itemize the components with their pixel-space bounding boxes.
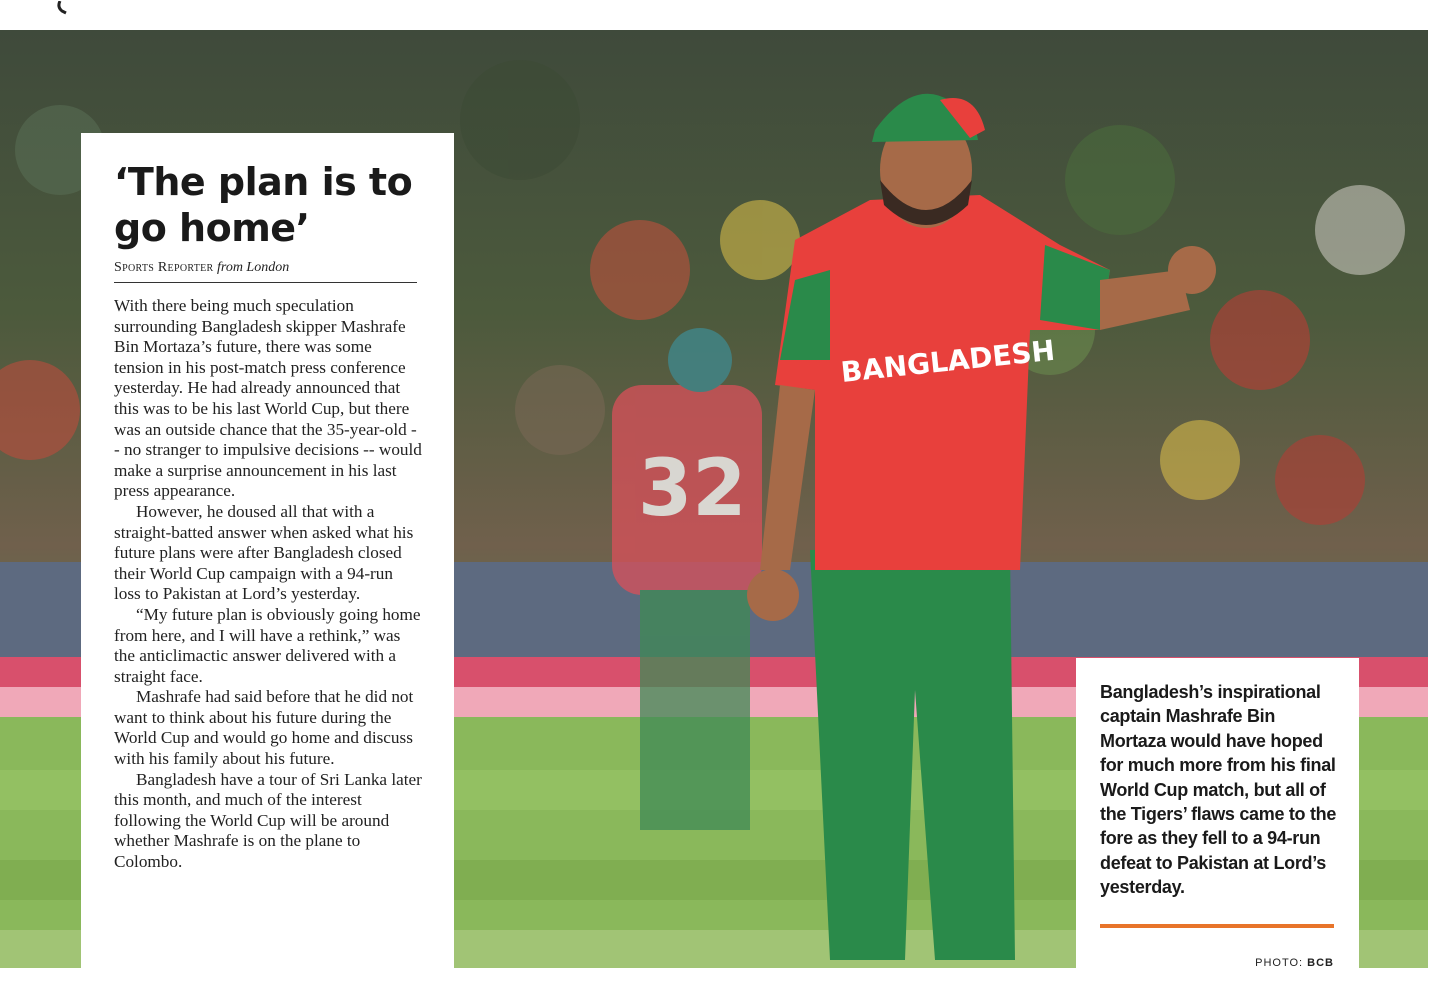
- paragraph: Mashrafe had said before that he did not want to think about his future during the World Cup and would go home and discuss with his family about his future.: [114, 687, 414, 769]
- paragraph: “My future plan is obviously going home from here, and I will have a rethink,” was the anticlimactic answer delivered with a straight face.: [114, 604, 421, 686]
- article-body: [114, 296, 422, 873]
- photo-caption-box: [1076, 658, 1359, 968]
- photo-credit: [1255, 957, 1334, 969]
- corner-mark: [52, 0, 72, 14]
- jersey-text: BANGLADESH: [839, 333, 1057, 389]
- byline: [114, 260, 417, 283]
- credit-source: BCB: [1307, 957, 1334, 969]
- headline: ‘The plan is to go home’: [114, 160, 413, 250]
- back-number: 32: [638, 444, 747, 534]
- byline-location: from London: [217, 260, 290, 275]
- byline-role: Sports Reporter: [114, 260, 214, 275]
- photo-caption: Bangladesh’s inspirational captain Mashrafe Bin Mortaza would have hoped for much more from his final World Cup match, but all of the Tigers’ flaws came to the fore as they fell to a 94-run defeat to Pakistan at Lord’s yesterday.: [1100, 682, 1337, 898]
- paragraph: However, he doused all that with a straight-batted answer when asked what his future plans were after Bangladesh closed their World Cup campaign with a 94-run loss to Pakistan at Lord’s yesterday.: [114, 501, 414, 604]
- credit-label: PHOTO:: [1255, 957, 1304, 969]
- paragraph: With there being much speculation surrounding Bangladesh skipper Mashrafe Bin Mortaza’s future, there was some tension in his post-match press conference yesterday. He had already announced that this was to be his last World Cup, but there was an outside chance that the 35-year-old -- no stranger to impulsive decisions -- would make a surprise announcement in his last press appearance.: [114, 296, 422, 501]
- caption-accent-rule: [1100, 924, 1334, 928]
- paragraph: Bangladesh have a tour of Sri Lanka later this month, and much of the interest following the World Cup will be around whether Mashrafe is on the plane to Colombo.: [114, 769, 422, 872]
- article-panel: [81, 133, 454, 968]
